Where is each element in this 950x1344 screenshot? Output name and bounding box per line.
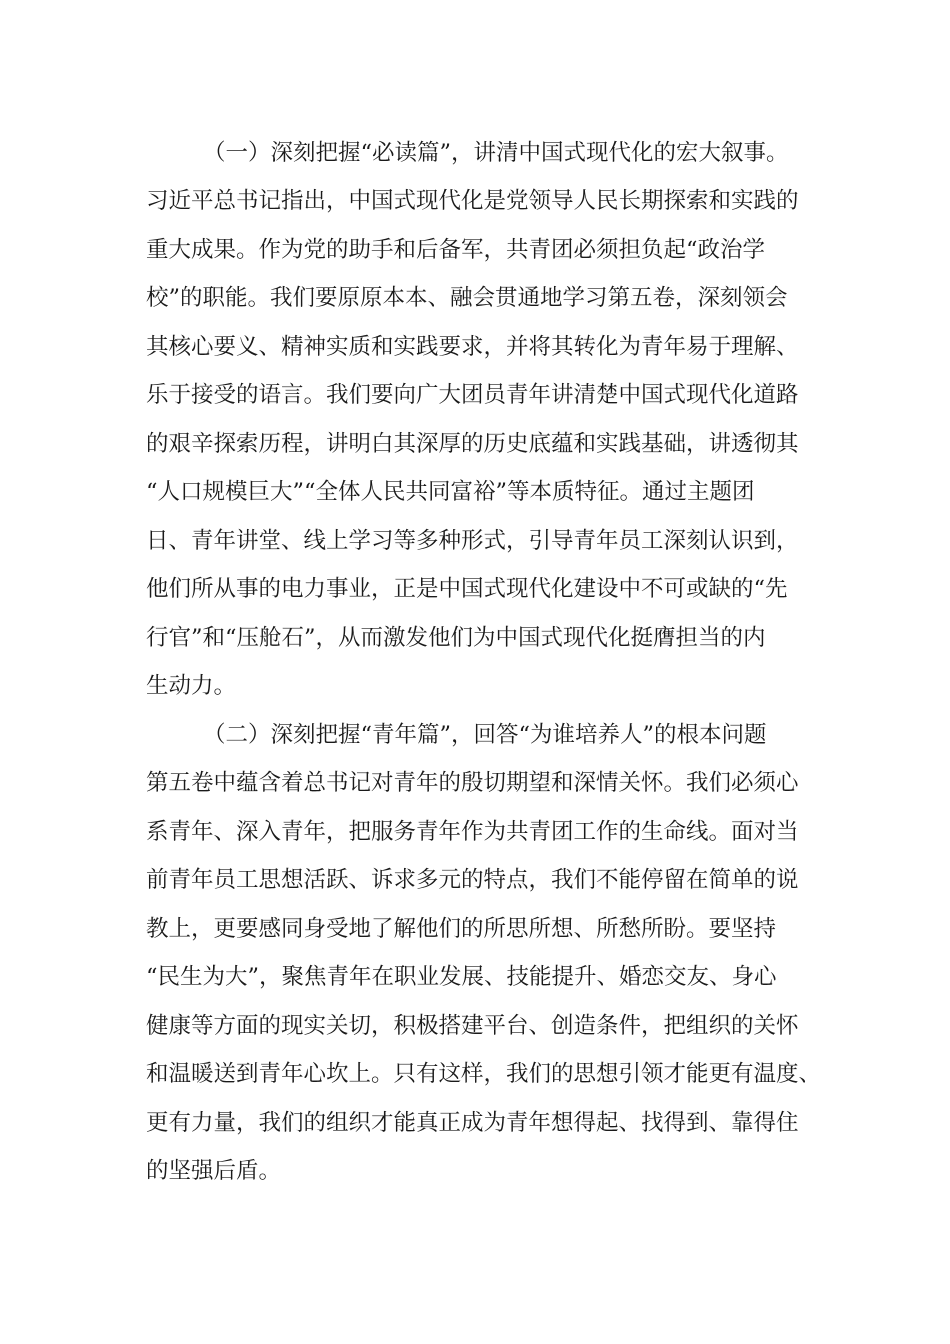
paragraph-line: 习近平总书记指出，中国式现代化是党领导人民长期探索和实践的 — [146, 188, 799, 214]
paragraph-line: 系青年、深入青年，把服务青年作为共青团工作的生命线。面对当 — [146, 819, 799, 845]
section-heading-1: （一）深刻把握“必读篇”，讲清中国式现代化的宏大叙事。 — [203, 140, 789, 166]
paragraph-line: 更有力量，我们的组织才能真正成为青年想得起、找得到、靠得住 — [146, 1110, 799, 1136]
paragraph-line: 教上，更要感同身受地了解他们的所思所想、所愁所盼。要坚持 — [146, 916, 777, 942]
paragraph-line: 乐于接受的语言。我们要向广大团员青年讲清楚中国式现代化道路 — [146, 382, 799, 408]
paragraph-line: 重大成果。作为党的助手和后备军，共青团必须担负起“政治学 — [146, 237, 766, 263]
paragraph-line: 健康等方面的现实关切，积极搭建平台、创造条件，把组织的关怀 — [146, 1013, 799, 1039]
paragraph-line: 生动力。 — [146, 673, 237, 699]
paragraph-line: 其核心要义、精神实质和实践要求，并将其转化为青年易于理解、 — [146, 334, 799, 360]
paragraph-line: 他们所从事的电力事业，正是中国式现代化建设中不可或缺的“先 — [146, 576, 788, 602]
section-heading-2: （二）深刻把握“青年篇”，回答“为谁培养人”的根本问题 — [203, 722, 767, 748]
paragraph-line: 第五卷中蕴含着总书记对青年的殷切期望和深情关怀。我们必须心 — [146, 770, 799, 796]
paragraph-line: 日、青年讲堂、线上学习等多种形式，引导青年员工深刻认识到， — [146, 528, 799, 554]
paragraph-line: 的艰辛探索历程，讲明白其深厚的历史底蕴和实践基础，讲透彻其 — [146, 431, 799, 457]
paragraph-line: “民生为大”，聚焦青年在职业发展、技能提升、婚恋交友、身心 — [146, 964, 777, 990]
paragraph-line: “人口规模巨大”“全体人民共同富裕”等本质特征。通过主题团 — [146, 479, 755, 505]
paragraph-line: 校”的职能。我们要原原本本、融会贯通地学习第五卷，深刻领会 — [146, 285, 788, 311]
paragraph-line: 的坚强后盾。 — [146, 1158, 282, 1184]
paragraph-line: 行官”和“压舱石”，从而激发他们为中国式现代化挺膺担当的内 — [146, 625, 766, 651]
paragraph-line: 前青年员工思想活跃、诉求多元的特点，我们不能停留在简单的说 — [146, 867, 799, 893]
paragraph-line: 和温暖送到青年心坎上。只有这样，我们的思想引领才能更有温度、 — [146, 1061, 822, 1087]
